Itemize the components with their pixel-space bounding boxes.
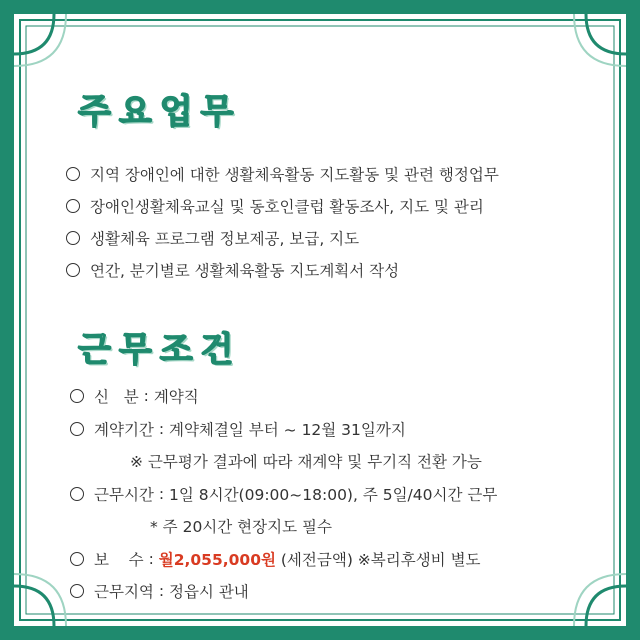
section-title-conditions: 근무조건 bbox=[78, 330, 242, 370]
list-item: 생활체육 프로그램 정보제공, 보급, 지도 bbox=[66, 222, 499, 254]
condition-period-note: ※ 근무평가 결과에 따라 재계약 및 무기직 전환 가능 bbox=[130, 453, 482, 472]
condition-pay: 보 수 : 월2,055,000원 (세전금액) ※복리후생비 별도 bbox=[70, 543, 497, 576]
job-card bbox=[14, 14, 626, 626]
circle-bullet-icon bbox=[70, 552, 84, 566]
circle-bullet-icon bbox=[70, 389, 84, 403]
condition-status: 신 분 : 계약직 bbox=[70, 380, 497, 413]
circle-bullet-icon bbox=[66, 199, 80, 213]
duties-list bbox=[66, 158, 499, 286]
list-item: 연간, 분기별로 생활체육활동 지도계획서 작성 bbox=[66, 254, 499, 286]
pay-amount: 월2,055,000원 bbox=[158, 550, 276, 569]
circle-bullet-icon bbox=[66, 231, 80, 245]
conditions-list bbox=[70, 380, 497, 608]
circle-bullet-icon bbox=[66, 167, 80, 181]
circle-bullet-icon bbox=[66, 263, 80, 277]
circle-bullet-icon bbox=[70, 422, 84, 436]
circle-bullet-icon bbox=[70, 584, 84, 598]
condition-hours-note: * 주 20시간 현장지도 필수 bbox=[150, 518, 332, 537]
condition-location: 근무지역 : 정읍시 관내 bbox=[70, 575, 497, 608]
list-item: 장애인생활체육교실 및 동호인클럽 활동조사, 지도 및 관리 bbox=[66, 190, 499, 222]
list-item: 지역 장애인에 대한 생활체육활동 지도활동 및 관련 행정업무 bbox=[66, 158, 499, 190]
circle-bullet-icon bbox=[70, 487, 84, 501]
condition-period: 계약기간 : 계약체결일 부터 ~ 12월 31일까지 bbox=[70, 413, 497, 446]
section-title-duties: 주요업무 bbox=[78, 92, 242, 132]
condition-hours: 근무시간 : 1일 8시간(09:00~18:00), 주 5일/40시간 근무 bbox=[70, 478, 497, 511]
